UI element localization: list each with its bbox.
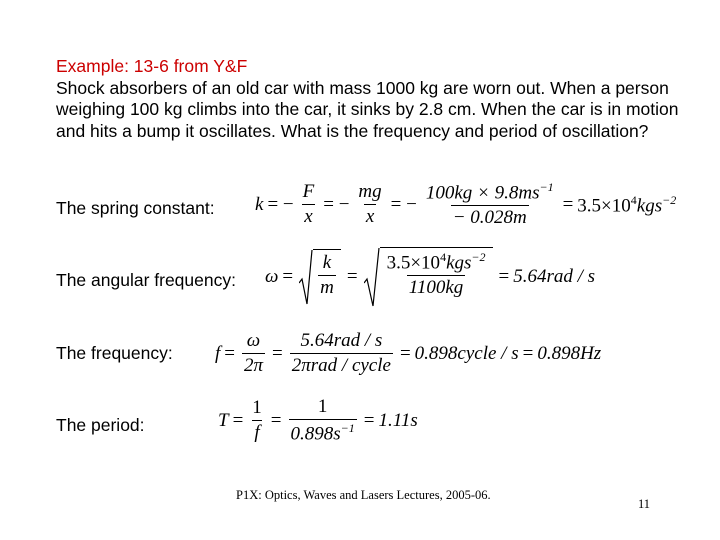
eq2-lhs: ω xyxy=(265,266,279,287)
period-label: The period: xyxy=(56,415,145,435)
eq1-frac1: $\frac{F}{x}$ xyxy=(302,181,315,228)
eq4-result: 1.11s xyxy=(378,409,418,431)
eq1-lhs: k xyxy=(255,193,264,215)
spring-constant-equation: k = − $\frac{F}{x}$ = − $\frac{mg}{x}$ = − $\frac{100kg \times 9.8ms^{-1}}{- 0.028m}$ = $3.5\times 10^4kgs^{-2}$ xyxy=(255,180,677,229)
problem-text: Shock absorbers of an old car with mass 1000 kg are worn out. When a person weighing 100 kg climbs into the car, it sinks by 2.8 cm. When the car is in motion and hits a bump it oscillates. What is the frequency and period of oscillation? xyxy=(56,77,679,141)
page-number: 11 xyxy=(638,497,651,511)
eq3-lhs: f xyxy=(215,342,221,364)
angular-frequency-equation: ω = $\frac{k}{m}$ = $\frac{3.5\times 10^4kgs^{-2}}{1100kg}$ = 5.64rad / s xyxy=(265,247,595,307)
problem-statement xyxy=(56,56,706,142)
spring-constant-label: The spring constant: xyxy=(56,198,215,218)
eq1-frac3: $\frac{100kg \times 9.8ms^{-1}}{- 0.028m}$ xyxy=(425,180,554,229)
eq3-result1: 0.898cycle / s xyxy=(414,342,519,364)
example-title: Example: 13-6 from Y&F xyxy=(56,56,248,76)
frequency-label: The frequency: xyxy=(56,343,173,363)
eq3-result2: 0.898Hz xyxy=(537,342,602,364)
eq1-result: $3.5\times 10^4kgs^{-2}$ xyxy=(577,192,677,216)
eq4-lhs: T xyxy=(218,409,229,431)
angular-frequency-label: The angular frequency: xyxy=(56,270,236,290)
eq1-frac2: $\frac{mg}{x}$ xyxy=(358,181,382,228)
period-equation: T = $\frac{1}{f}$ = $\frac{1}{0.898s^{-1}}$ = 1.11s xyxy=(218,396,418,445)
eq4-frac2: $\frac{1}{0.898s^{-1}}$ xyxy=(290,396,355,445)
eq2-result: 5.64rad / s xyxy=(513,266,596,287)
footer-text: P1X: Optics, Waves and Lasers Lectures, 2005-06. xyxy=(236,488,491,502)
frequency-equation: f = $\frac{\omega}{2\pi}$ = $\frac{\text{5.64rad / s}}{\text{2πrad / cycle}}$ = 0.898cycle / s = 0.898Hz xyxy=(215,330,602,376)
eq3-frac1: $\frac{\omega}{2\pi}$ xyxy=(244,330,264,376)
eq2-sqrt2: $\frac{3.5\times 10^4kgs^{-2}}{1100kg}$ xyxy=(364,247,493,307)
eq2-sqrt1: $\frac{k}{m}$ xyxy=(299,249,341,305)
eq3-frac2: $\frac{\text{5.64rad / s}}{\text{2πrad / cycle}}$ xyxy=(291,330,391,376)
eq4-frac1: $\frac{1}{f}$ xyxy=(252,397,262,444)
